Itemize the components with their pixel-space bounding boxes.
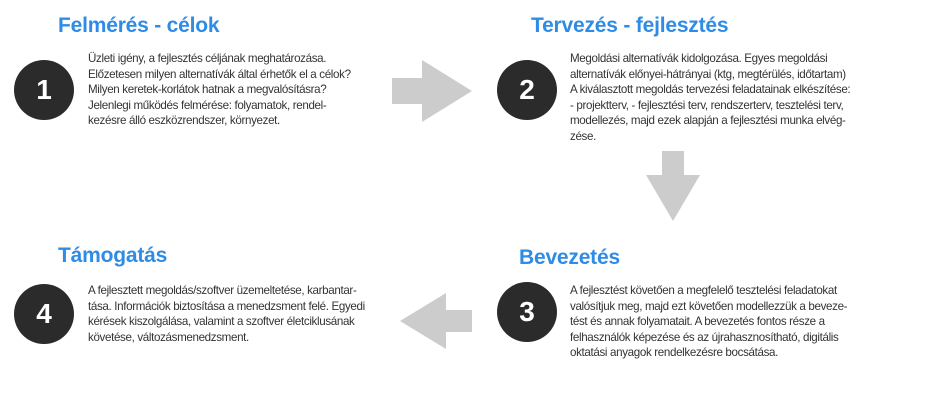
step-1-description-line: kezésre álló eszközrendszer, környezet. [88, 114, 280, 128]
arrow-down-shape [646, 151, 700, 221]
arrow-right-shape [392, 60, 472, 122]
step-1-description-line: Üzleti igény, a fejlesztés céljának meghatározása. [88, 52, 327, 65]
step-3-description-line: A fejlesztést követően a megfelelő tesztelési feladatokat [570, 284, 837, 297]
step-1-title: Felmérés - célok [58, 14, 220, 37]
step-2-description-line: A kiválasztott megoldás tervezési feladatainak elkészítése: [570, 83, 851, 97]
step-3-description-line: felhasználók képezése és az újrahasznosítható, digitális [570, 330, 839, 344]
step-2-description-line: Megoldási alternatívák kidolgozása. Egyes megoldási [570, 52, 828, 65]
step-1-description-line: Jelenlegi működés felmérése: folyamatok, rendel- [88, 98, 327, 112]
step-3-number-badge: 3 [497, 282, 557, 342]
step-3-description-line: tést és annak folyamatait. A bevezetés fontos része a [570, 315, 825, 329]
step-1-description [88, 51, 351, 129]
step-1-description-line: Előzetesen milyen alternatívák által érhetők el a célok? [88, 67, 351, 81]
arrow-left-icon [400, 293, 474, 349]
step-3-title: Bevezetés [519, 246, 620, 269]
arrow-right-icon [392, 60, 476, 122]
step-3-description-line: oktatási anyagok rendelkezésre bocsátása. [570, 346, 778, 360]
step-2-number-badge: 2 [497, 60, 557, 120]
step-3-description [570, 283, 847, 361]
step-4-description-line: tása. Információk biztosítása a menedzsment felé. Egyedi [88, 299, 365, 313]
step-1-number-badge: 1 [14, 60, 74, 120]
arrow-left-shape [400, 293, 472, 349]
step-4-description-line: A fejlesztett megoldás/szoftver üzemeltetése, karbantar- [88, 284, 357, 297]
step-4-description-line: követése, változásmenedzsment. [88, 330, 249, 344]
step-4-description-line: kérések kiszolgálása, valamint a szoftver életciklusának [88, 315, 355, 329]
step-2-description-line: alternatívák előnyei-hátrányai (ktg, megtérülés, időtartam) [570, 67, 846, 81]
step-2-description-line: modellezés, majd ezek alapján a fejlesztési munka elvég- [570, 114, 846, 128]
step-2-description [570, 51, 850, 145]
step-4-title: Támogatás [58, 244, 168, 267]
step-2-title: Tervezés - fejlesztés [531, 14, 729, 37]
step-2-description-line: - projektterv, - fejlesztési terv, rendszerterv, tesztelési terv, [570, 98, 844, 112]
step-4-number-badge: 4 [14, 284, 74, 344]
step-1-description-line: Milyen keretek-korlátok hatnak a megvalósításra? [88, 83, 327, 97]
step-3-description-line: valósítjuk meg, majd ezt követően modellezzük a beveze- [570, 299, 848, 313]
step-4-description [88, 283, 365, 345]
arrow-down-icon [646, 151, 700, 223]
step-2-description-line: zése. [570, 129, 596, 143]
